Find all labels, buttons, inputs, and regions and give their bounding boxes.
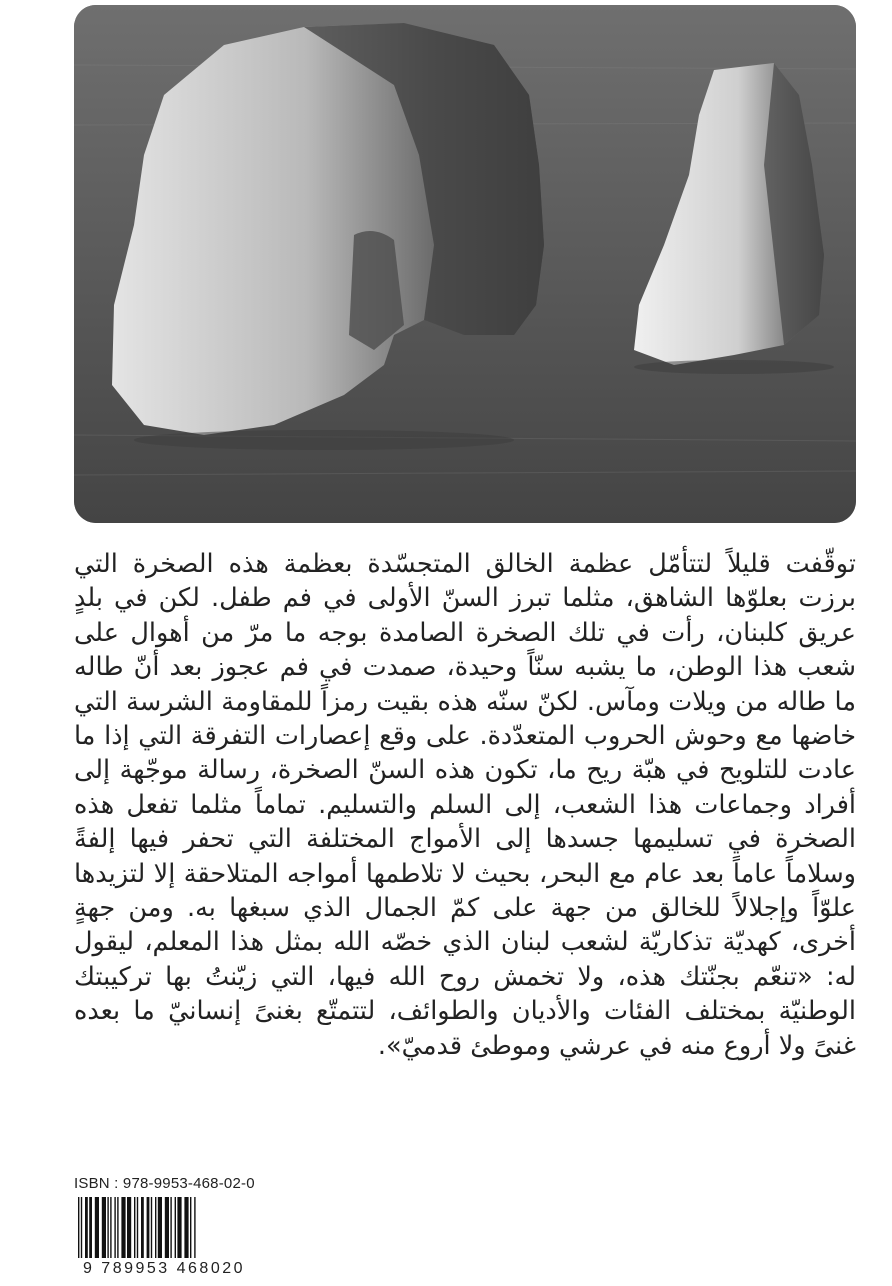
barcode-bar	[117, 1197, 118, 1259]
barcode-bar	[165, 1197, 169, 1259]
barcode-bar	[184, 1197, 188, 1259]
rock-formations-image	[74, 5, 856, 523]
back-cover-paragraph: توقّفت قليلاً لتتأمّل عظمة الخالق المتجسّدة بعظمة هذه الصخرة التي برزت بعلوّها الشاهق، مثلما تبرز السنّ الأولى في فم طفل. لكن في بلدٍ عريق كلبنان، رأت في تلك الصخرة الصامدة بوجه ما مرّ من أهوال على شعب هذا الوطن، ما يشبه سنّاً وحيدة، صمدت في فم عجوز بعد أنّ طاله ما طاله من ويلات ومآس. لكنّ سنّه هذه بقيت رمزاً للمقاومة الشرسة التي خاضها مع وحوش الحروب المتعدّدة. على وقع إعصارات التفرقة التي إذا ما عادت للتلويح في هبّة ريح ما، تكون هذه السنّ الصخرة، رسالة موجّهة إلى أفراد وجماعات هذا الشعب، إلى السلم والتسليم. تماماً مثلما تفعل هذه الصخرة في تسليمها جسدها إلى الأمواج المختلفة التي تحفر فيها إلفةً وسلاماً عاماً بعد عام مع البحر، بحيث لا تلاطمها أمواجه المتلاحقة إلا لتزيدها علوّاً وإجلالاً للخالق من جهة على كمّ الجمال الذي سبغها به. ومن جهةٍ أخرى، كهديّة تذكاريّة لشعب لبنان الذي خصّه الله بمثل هذا المعلم، ليقول له: «تنعّم بجنّتك هذه، ولا تخمش روح الله فيها، التي زيّنتُ بها تركيبتك الوطنيّة بمختلف الفئات والأديان والطوائف، لتتمتّع بغنىً إنسانيّ ما بعده غنىً ولا أروع منه في عرشي وموطئ قدميّ».	[74, 549, 856, 1061]
barcode-bar	[147, 1197, 150, 1259]
barcode-bar	[95, 1197, 99, 1259]
barcode-bar	[102, 1197, 106, 1259]
barcode-bar	[190, 1197, 191, 1259]
barcode-bar	[114, 1197, 115, 1259]
barcode-bar	[155, 1197, 156, 1259]
barcode-bar	[121, 1197, 125, 1259]
barcode-bar	[89, 1197, 92, 1259]
barcode-bars	[74, 1197, 254, 1259]
barcode-digits: 9 789953 468020	[74, 1258, 254, 1280]
cover-photo	[74, 5, 856, 523]
barcode-bar	[175, 1197, 176, 1259]
barcode-bar	[110, 1197, 111, 1259]
barcode-bar	[81, 1197, 82, 1259]
barcode-bar	[170, 1197, 171, 1259]
barcode-bar	[137, 1197, 138, 1259]
isbn-label: ISBN : 978-9953-468-02-0	[74, 1175, 255, 1192]
barcode-bar	[107, 1197, 108, 1259]
barcode-bar	[158, 1197, 162, 1259]
barcode-bar	[127, 1197, 131, 1259]
barcode-bar	[151, 1197, 152, 1259]
barcode-bar	[177, 1197, 181, 1259]
barcode-bar	[134, 1197, 135, 1259]
barcode-bar	[85, 1197, 88, 1259]
barcode-bar	[141, 1197, 144, 1259]
barcode-bar	[194, 1197, 195, 1259]
barcode-bar	[78, 1197, 79, 1259]
